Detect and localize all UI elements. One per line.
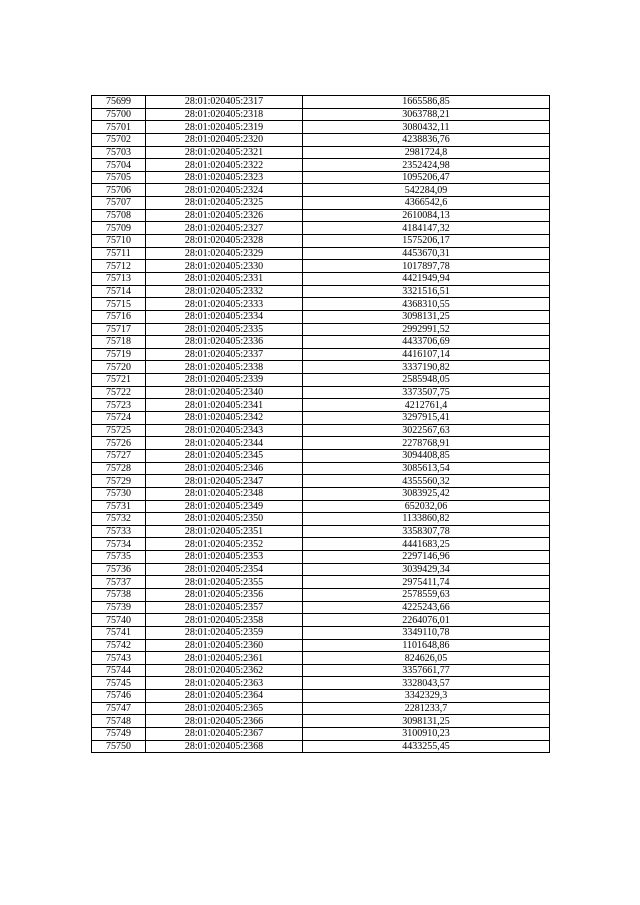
table-row: [92, 639, 550, 652]
value-cell: 4366542,6: [303, 197, 550, 210]
row-number-cell: 75724: [92, 412, 146, 425]
cadastral-number-cell: 28:01:020405:2319: [146, 121, 303, 134]
cadastral-number-cell: 28:01:020405:2340: [146, 386, 303, 399]
row-number-cell: 75708: [92, 209, 146, 222]
row-number-cell: 75727: [92, 449, 146, 462]
table-row: [92, 424, 550, 437]
row-number-cell: 75733: [92, 525, 146, 538]
row-number-cell: 75726: [92, 437, 146, 450]
cadastral-number-cell: 28:01:020405:2347: [146, 475, 303, 488]
table-row: [92, 272, 550, 285]
value-cell: 4225243,66: [303, 601, 550, 614]
table-row: [92, 133, 550, 146]
value-cell: 3063788,21: [303, 108, 550, 121]
value-cell: 4453670,31: [303, 247, 550, 260]
table-row: [92, 374, 550, 387]
table-row: [92, 159, 550, 172]
row-number-cell: 75721: [92, 374, 146, 387]
row-number-cell: 75722: [92, 386, 146, 399]
table-row: [92, 386, 550, 399]
row-number-cell: 75732: [92, 513, 146, 526]
value-cell: 3328043,57: [303, 677, 550, 690]
value-cell: 4421949,94: [303, 272, 550, 285]
cadastral-number-cell: 28:01:020405:2365: [146, 702, 303, 715]
table-row: [92, 260, 550, 273]
row-number-cell: 75729: [92, 475, 146, 488]
table-row: [92, 399, 550, 412]
value-cell: 824626,05: [303, 652, 550, 665]
cadastral-number-cell: 28:01:020405:2351: [146, 525, 303, 538]
cadastral-number-cell: 28:01:020405:2322: [146, 159, 303, 172]
cadastral-number-cell: 28:01:020405:2363: [146, 677, 303, 690]
cadastral-number-cell: 28:01:020405:2348: [146, 487, 303, 500]
row-number-cell: 75702: [92, 133, 146, 146]
row-number-cell: 75741: [92, 626, 146, 639]
cadastral-number-cell: 28:01:020405:2357: [146, 601, 303, 614]
value-cell: 3022567,63: [303, 424, 550, 437]
value-cell: 3373507,75: [303, 386, 550, 399]
cadastral-number-cell: 28:01:020405:2336: [146, 336, 303, 349]
table-row: [92, 702, 550, 715]
value-cell: 3085613,54: [303, 462, 550, 475]
value-cell: 4212761,4: [303, 399, 550, 412]
table-row: [92, 121, 550, 134]
cadastral-number-cell: 28:01:020405:2353: [146, 551, 303, 564]
value-cell: 1017897,78: [303, 260, 550, 273]
row-number-cell: 75737: [92, 576, 146, 589]
cadastral-number-cell: 28:01:020405:2329: [146, 247, 303, 260]
cadastral-number-cell: 28:01:020405:2318: [146, 108, 303, 121]
value-cell: 2281233,7: [303, 702, 550, 715]
row-number-cell: 75744: [92, 664, 146, 677]
table-row: [92, 298, 550, 311]
row-number-cell: 75723: [92, 399, 146, 412]
value-cell: 2975411,74: [303, 576, 550, 589]
table-row: [92, 247, 550, 260]
cadastral-number-cell: 28:01:020405:2359: [146, 626, 303, 639]
cadastral-number-cell: 28:01:020405:2358: [146, 614, 303, 627]
table-row: [92, 96, 550, 109]
value-cell: 4238836,76: [303, 133, 550, 146]
value-cell: 4433255,45: [303, 740, 550, 753]
cadastral-number-cell: 28:01:020405:2367: [146, 728, 303, 741]
table-row: [92, 323, 550, 336]
row-number-cell: 75714: [92, 285, 146, 298]
value-cell: 3321516,51: [303, 285, 550, 298]
cadastral-number-cell: 28:01:020405:2341: [146, 399, 303, 412]
table-row: [92, 437, 550, 450]
value-cell: 3098131,25: [303, 310, 550, 323]
cadastral-number-cell: 28:01:020405:2343: [146, 424, 303, 437]
cadastral-number-cell: 28:01:020405:2356: [146, 588, 303, 601]
cadastral-number-cell: 28:01:020405:2364: [146, 690, 303, 703]
value-cell: 3349110,78: [303, 626, 550, 639]
value-cell: 4184147,32: [303, 222, 550, 235]
table-row: [92, 209, 550, 222]
row-number-cell: 75740: [92, 614, 146, 627]
row-number-cell: 75748: [92, 715, 146, 728]
cadastral-number-cell: 28:01:020405:2326: [146, 209, 303, 222]
value-cell: 2297146,96: [303, 551, 550, 564]
table-row: [92, 184, 550, 197]
table-row: [92, 728, 550, 741]
table-row: [92, 740, 550, 753]
cadastral-number-cell: 28:01:020405:2352: [146, 538, 303, 551]
cadastral-number-cell: 28:01:020405:2350: [146, 513, 303, 526]
value-cell: 2278768,91: [303, 437, 550, 450]
table-row: [92, 538, 550, 551]
cadastral-number-cell: 28:01:020405:2362: [146, 664, 303, 677]
row-number-cell: 75717: [92, 323, 146, 336]
cadastral-number-cell: 28:01:020405:2354: [146, 563, 303, 576]
cadastral-number-cell: 28:01:020405:2345: [146, 449, 303, 462]
row-number-cell: 75736: [92, 563, 146, 576]
row-number-cell: 75731: [92, 500, 146, 513]
cadastral-number-cell: 28:01:020405:2339: [146, 374, 303, 387]
cadastral-number-cell: 28:01:020405:2368: [146, 740, 303, 753]
value-cell: 1575206,17: [303, 235, 550, 248]
row-number-cell: 75715: [92, 298, 146, 311]
value-cell: 1133860,82: [303, 513, 550, 526]
value-cell: 2981724,8: [303, 146, 550, 159]
cadastral-number-cell: 28:01:020405:2346: [146, 462, 303, 475]
value-cell: 1665586,85: [303, 96, 550, 109]
value-cell: 2992991,52: [303, 323, 550, 336]
table-row: [92, 525, 550, 538]
value-cell: 4355560,32: [303, 475, 550, 488]
value-cell: 4416107,14: [303, 348, 550, 361]
table-row: [92, 500, 550, 513]
value-cell: 542284,09: [303, 184, 550, 197]
table-row: [92, 449, 550, 462]
row-number-cell: 75738: [92, 588, 146, 601]
value-cell: 2264076,01: [303, 614, 550, 627]
cadastral-number-cell: 28:01:020405:2317: [146, 96, 303, 109]
cadastral-number-cell: 28:01:020405:2338: [146, 361, 303, 374]
value-cell: 4433706,69: [303, 336, 550, 349]
row-number-cell: 75735: [92, 551, 146, 564]
cadastral-number-cell: 28:01:020405:2344: [146, 437, 303, 450]
row-number-cell: 75743: [92, 652, 146, 665]
cadastral-number-cell: 28:01:020405:2349: [146, 500, 303, 513]
table-row: [92, 513, 550, 526]
value-cell: 3039429,34: [303, 563, 550, 576]
value-cell: 3342329,3: [303, 690, 550, 703]
row-number-cell: 75710: [92, 235, 146, 248]
cadastral-value-table: [91, 95, 550, 753]
cadastral-number-cell: 28:01:020405:2323: [146, 171, 303, 184]
cadastral-number-cell: 28:01:020405:2320: [146, 133, 303, 146]
value-cell: 3358307,78: [303, 525, 550, 538]
table-body: [92, 96, 550, 753]
cadastral-number-cell: 28:01:020405:2328: [146, 235, 303, 248]
row-number-cell: 75711: [92, 247, 146, 260]
row-number-cell: 75745: [92, 677, 146, 690]
cadastral-number-cell: 28:01:020405:2333: [146, 298, 303, 311]
row-number-cell: 75747: [92, 702, 146, 715]
table-row: [92, 690, 550, 703]
table-row: [92, 487, 550, 500]
row-number-cell: 75739: [92, 601, 146, 614]
row-number-cell: 75716: [92, 310, 146, 323]
cadastral-number-cell: 28:01:020405:2321: [146, 146, 303, 159]
value-cell: 1095206,47: [303, 171, 550, 184]
table-row: [92, 626, 550, 639]
table-row: [92, 614, 550, 627]
table-row: [92, 146, 550, 159]
row-number-cell: 75720: [92, 361, 146, 374]
row-number-cell: 75705: [92, 171, 146, 184]
table-row: [92, 715, 550, 728]
row-number-cell: 75725: [92, 424, 146, 437]
table-row: [92, 348, 550, 361]
cadastral-number-cell: 28:01:020405:2360: [146, 639, 303, 652]
table-row: [92, 462, 550, 475]
cadastral-number-cell: 28:01:020405:2331: [146, 272, 303, 285]
row-number-cell: 75728: [92, 462, 146, 475]
table-row: [92, 563, 550, 576]
value-cell: 652032,06: [303, 500, 550, 513]
row-number-cell: 75706: [92, 184, 146, 197]
cadastral-number-cell: 28:01:020405:2334: [146, 310, 303, 323]
cadastral-number-cell: 28:01:020405:2325: [146, 197, 303, 210]
cadastral-number-cell: 28:01:020405:2355: [146, 576, 303, 589]
table-row: [92, 235, 550, 248]
cadastral-number-cell: 28:01:020405:2335: [146, 323, 303, 336]
table-row: [92, 108, 550, 121]
row-number-cell: 75699: [92, 96, 146, 109]
row-number-cell: 75713: [92, 272, 146, 285]
row-number-cell: 75709: [92, 222, 146, 235]
row-number-cell: 75742: [92, 639, 146, 652]
cadastral-number-cell: 28:01:020405:2324: [146, 184, 303, 197]
value-cell: 4368310,55: [303, 298, 550, 311]
value-cell: 2610084,13: [303, 209, 550, 222]
value-cell: 3297915,41: [303, 412, 550, 425]
table-row: [92, 601, 550, 614]
value-cell: 3357661,77: [303, 664, 550, 677]
value-cell: 2352424,98: [303, 159, 550, 172]
cadastral-number-cell: 28:01:020405:2366: [146, 715, 303, 728]
table-row: [92, 336, 550, 349]
table-row: [92, 310, 550, 323]
cadastral-number-cell: 28:01:020405:2330: [146, 260, 303, 273]
table-row: [92, 475, 550, 488]
value-cell: 2578559,63: [303, 588, 550, 601]
table-row: [92, 551, 550, 564]
table-row: [92, 576, 550, 589]
value-cell: 2585948,05: [303, 374, 550, 387]
row-number-cell: 75718: [92, 336, 146, 349]
cadastral-number-cell: 28:01:020405:2337: [146, 348, 303, 361]
table-row: [92, 171, 550, 184]
table-row: [92, 361, 550, 374]
row-number-cell: 75707: [92, 197, 146, 210]
value-cell: 1101648,86: [303, 639, 550, 652]
row-number-cell: 75719: [92, 348, 146, 361]
row-number-cell: 75734: [92, 538, 146, 551]
table-row: [92, 412, 550, 425]
row-number-cell: 75730: [92, 487, 146, 500]
table-row: [92, 677, 550, 690]
cadastral-number-cell: 28:01:020405:2327: [146, 222, 303, 235]
table-row: [92, 664, 550, 677]
value-cell: 3094408,85: [303, 449, 550, 462]
value-cell: 4441683,25: [303, 538, 550, 551]
row-number-cell: 75712: [92, 260, 146, 273]
value-cell: 3098131,25: [303, 715, 550, 728]
table-row: [92, 197, 550, 210]
cadastral-number-cell: 28:01:020405:2332: [146, 285, 303, 298]
cadastral-number-cell: 28:01:020405:2342: [146, 412, 303, 425]
table-row: [92, 285, 550, 298]
row-number-cell: 75703: [92, 146, 146, 159]
table-row: [92, 222, 550, 235]
row-number-cell: 75701: [92, 121, 146, 134]
value-cell: 3337190,82: [303, 361, 550, 374]
row-number-cell: 75704: [92, 159, 146, 172]
row-number-cell: 75746: [92, 690, 146, 703]
row-number-cell: 75700: [92, 108, 146, 121]
row-number-cell: 75750: [92, 740, 146, 753]
cadastral-number-cell: 28:01:020405:2361: [146, 652, 303, 665]
value-cell: 3080432,11: [303, 121, 550, 134]
value-cell: 3083925,42: [303, 487, 550, 500]
table-row: [92, 652, 550, 665]
table-row: [92, 588, 550, 601]
row-number-cell: 75749: [92, 728, 146, 741]
value-cell: 3100910,23: [303, 728, 550, 741]
